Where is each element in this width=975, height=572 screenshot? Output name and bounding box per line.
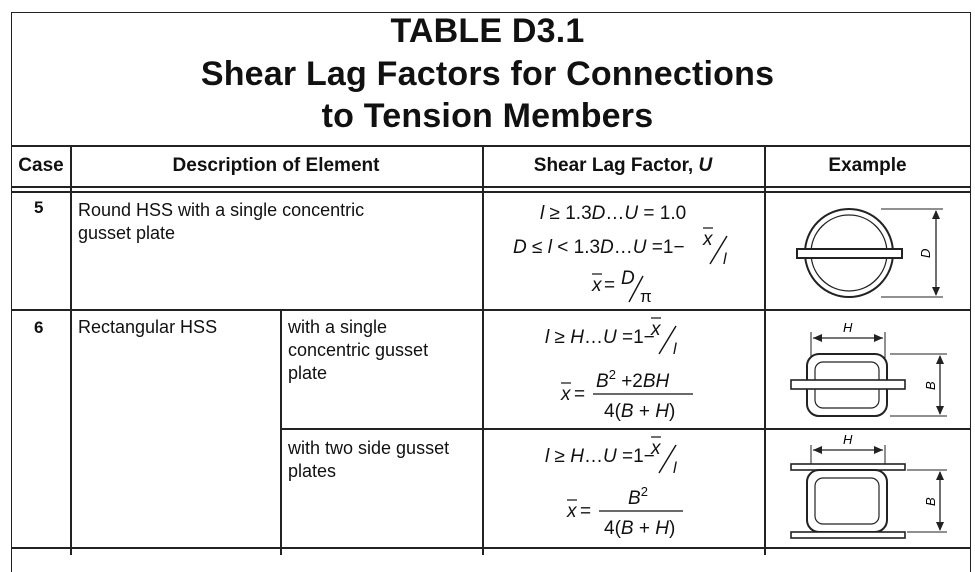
header-case: Case	[18, 155, 64, 176]
header-example: Example	[828, 155, 907, 176]
arrow-H-right-6a	[874, 334, 883, 342]
header-shear-lag-factor	[482, 155, 764, 177]
row6a-xbar-eq: x	[561, 384, 571, 405]
row6b-desc-line2: plates	[288, 461, 337, 481]
row6a-description	[288, 316, 428, 385]
rect-hss-inner-6b	[815, 478, 879, 524]
row6a-formulas	[483, 310, 763, 427]
row6b-formulas	[483, 429, 763, 546]
arrow-B-down-6a	[936, 406, 944, 415]
table-subtitle-line1: Shear Lag Factors for Connections	[200, 55, 775, 93]
row5-desc-line1: Round HSS with a single concentric	[78, 200, 365, 220]
dim-label-D: D	[918, 248, 933, 258]
row6b-description	[288, 437, 449, 483]
gusset-plate-6a	[791, 380, 905, 389]
row5-xbar-num: x	[703, 229, 713, 250]
row5-formulas	[483, 192, 763, 308]
row5-example-diagram	[765, 192, 970, 308]
table-subtitle-line2: to Tension Members	[321, 97, 654, 135]
header-shear-lag-label: Shear Lag Factor,	[533, 155, 694, 176]
case-number-5: 5	[34, 198, 44, 217]
row6b-den-l: l	[673, 460, 677, 477]
rule-under-header-1	[11, 186, 971, 188]
header-shear-lag-symbol: U	[698, 155, 713, 176]
row6a-desc-line2: concentric gusset	[288, 340, 429, 360]
row6b-xbar-eq: x	[567, 501, 577, 522]
row6a-example-diagram	[765, 310, 970, 427]
col-divider-case	[70, 145, 72, 555]
side-plate-bottom-6b	[791, 532, 905, 538]
row6a-desc-line3: plate	[288, 363, 328, 383]
row6-description: Rectangular HSS	[78, 317, 218, 337]
arrow-B-down-6b	[936, 522, 944, 531]
row5-eq-sign: =	[604, 275, 616, 296]
rule-row6b-bottom	[11, 547, 971, 549]
table-title: TABLE D3.1	[390, 12, 585, 50]
dim-arrow-down	[932, 287, 940, 296]
arrow-B-up-6a	[936, 355, 944, 364]
arrow-B-up-6b	[936, 471, 944, 480]
arrow-H-left-6a	[813, 334, 822, 342]
row6a-denominator: 4(B + H)	[604, 401, 676, 422]
row6a-den-l: l	[673, 341, 677, 358]
row5-description	[78, 199, 364, 245]
rule-under-title	[11, 145, 971, 147]
row5-formula-1: l ≥ 1.3D…U = 1.0	[540, 203, 687, 224]
gusset-plate	[797, 249, 902, 258]
row6a-numerator: $B^2 +2BH$	[596, 367, 670, 392]
dim-label-B-6a: B	[923, 381, 938, 390]
row5-den-l: l	[723, 251, 727, 268]
arrow-H-left-6b	[813, 446, 822, 454]
dim-label-H-6a: H	[843, 320, 853, 335]
row5-formula-2: D ≤ l < 1.3D…U =1−	[513, 237, 685, 258]
row6b-eq-sign: =	[580, 501, 592, 522]
row6a-xbar-num: x	[651, 319, 661, 340]
arrow-H-right-6b	[874, 446, 883, 454]
case-number-6: 6	[34, 318, 44, 337]
row6b-denominator: 4(B + H)	[604, 518, 676, 539]
row6b-formula-1: l ≥ H…U =1−	[545, 446, 655, 467]
row5-num-D: D	[621, 268, 635, 289]
row5-den-pi: π	[640, 287, 652, 306]
row6a-formula-1: l ≥ H…U =1−	[545, 327, 655, 348]
col-divider-subdescription	[280, 309, 282, 555]
dim-arrow-up	[932, 210, 940, 219]
row5-desc-line2: gusset plate	[78, 223, 176, 243]
row6b-xbar-num: x	[651, 438, 661, 459]
row6b-numerator: $B^2$	[628, 484, 648, 509]
row6b-example-diagram	[765, 429, 970, 546]
row6a-desc-line1: with a single	[288, 317, 388, 337]
row6a-eq-sign: =	[574, 384, 586, 405]
dim-label-B-6b: B	[923, 497, 938, 506]
dim-label-H-6b: H	[843, 432, 853, 447]
row6b-desc-line1: with two side gusset	[288, 438, 450, 458]
row5-xbar-eq: x	[592, 275, 602, 296]
header-description: Description of Element	[172, 155, 380, 176]
